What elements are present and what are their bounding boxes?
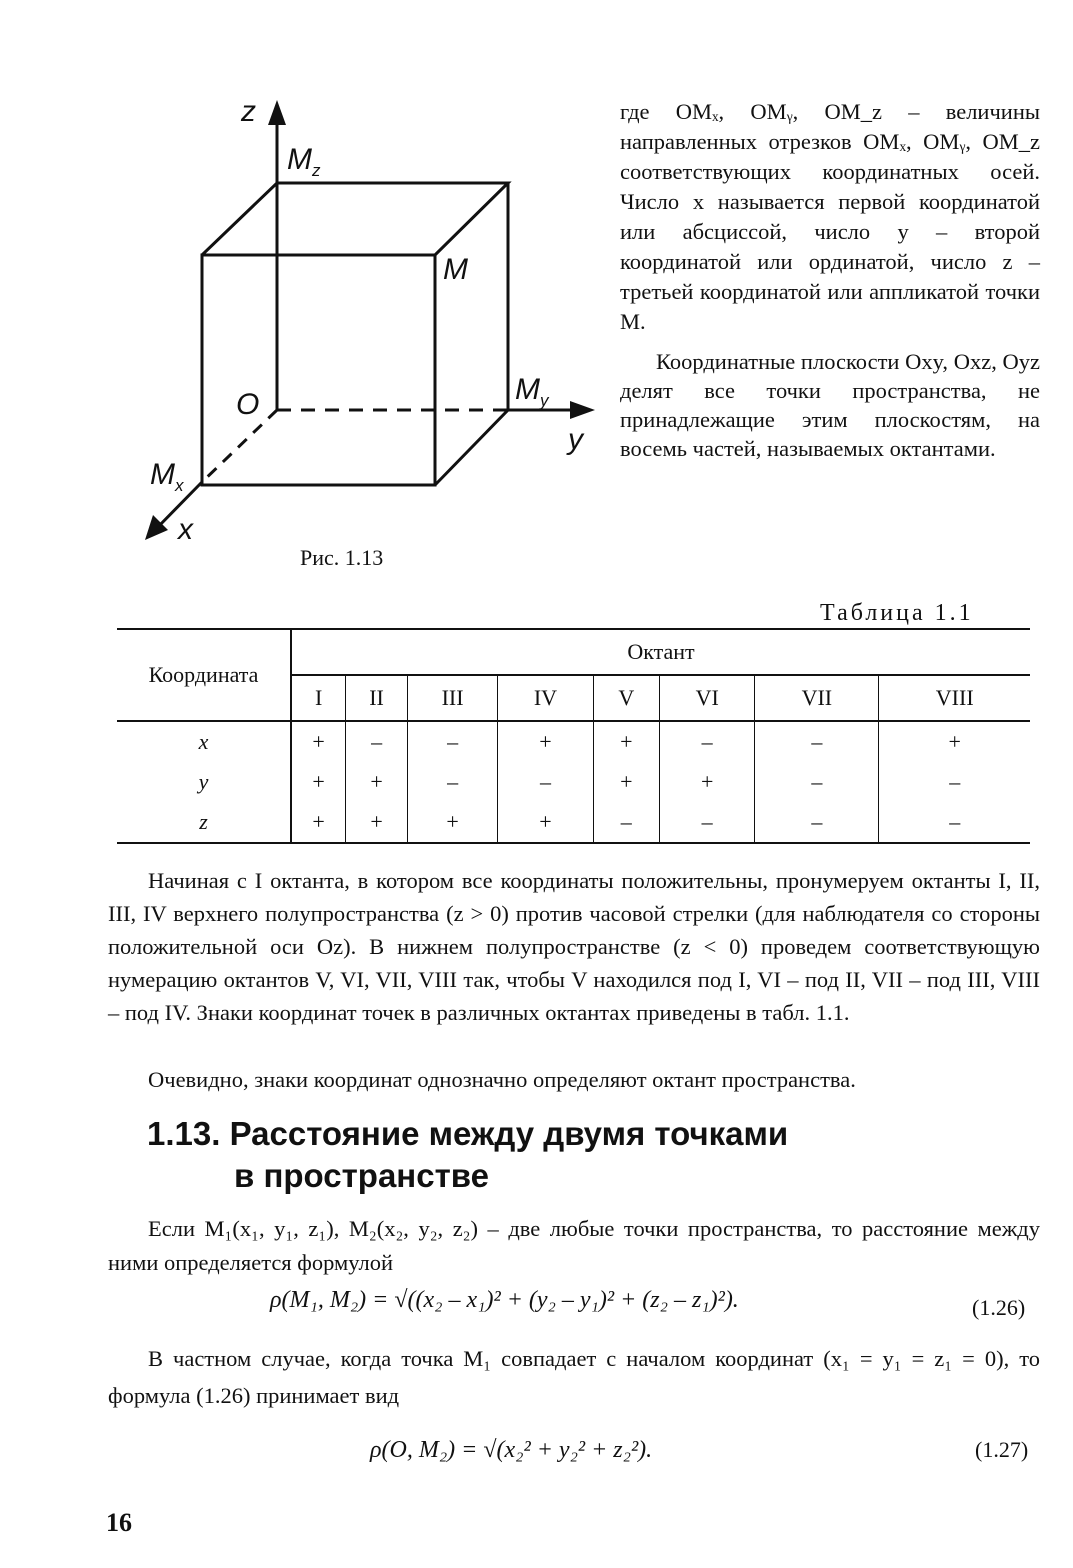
octant-header: III — [407, 675, 497, 721]
sign-cell: – — [498, 762, 593, 802]
m-point-label: M — [443, 253, 468, 286]
octant-sign-table — [117, 628, 1030, 844]
y-arrow-icon — [570, 401, 595, 419]
paragraph-special-case — [108, 1340, 1040, 1414]
sign-cell: – — [407, 762, 497, 802]
sign-cell: – — [660, 802, 755, 843]
sign-cell: + — [291, 721, 346, 762]
mx-label: $M_x$ — [150, 458, 184, 495]
sign-cell: – — [755, 721, 879, 762]
figure-1-13 — [140, 95, 610, 585]
cube-diagram — [140, 95, 610, 545]
octant-header: II — [346, 675, 408, 721]
octant-header: VI — [660, 675, 755, 721]
cube-right-face — [435, 183, 508, 485]
z-arrow-icon — [268, 100, 286, 125]
sign-cell: + — [346, 802, 408, 843]
sign-cell: + — [498, 721, 593, 762]
sign-cell: – — [755, 762, 879, 802]
formula-number-1-26: (1.26) — [972, 1295, 1026, 1320]
sign-cell: + — [291, 762, 346, 802]
mz-label: $M_z$ — [287, 143, 321, 180]
paragraph-distance-intro — [108, 1212, 1040, 1280]
origin-label: O — [236, 388, 260, 421]
paragraph-text: В частном случае, когда точка M₁ совпадает с началом координат (x₁ = y₁ = z₁ = 0), то формула (1.26) принимает вид — [108, 1346, 1040, 1408]
sign-cell: + — [346, 762, 408, 802]
z-axis-label: z — [241, 95, 256, 128]
octant-header: VII — [755, 675, 879, 721]
sign-cell: + — [291, 802, 346, 843]
sign-cell: – — [593, 802, 659, 843]
header-octant: Октант — [627, 639, 695, 664]
formula-1-26: ρ(M₁, M₂) = √((x₂ – x₁)² + (y₂ – y₁)² + (z₂ – z₁)²). — [270, 1287, 739, 1313]
row-variable: y — [117, 762, 291, 802]
sign-cell: – — [660, 721, 755, 762]
octant-header: I — [291, 675, 346, 721]
sign-cell: + — [879, 721, 1030, 762]
side-text — [620, 97, 1040, 463]
sign-cell: + — [407, 802, 497, 843]
cube-front-face — [202, 255, 435, 485]
row-variable: z — [117, 802, 291, 843]
sign-cell: + — [593, 762, 659, 802]
formula-number-1-27: (1.27) — [975, 1437, 1029, 1462]
side-paragraph-1: где OMₓ, OMᵧ, OM_z – величины направленных отрезков OMₓ, OMᵧ, OM_z соответствующих координатных осей. Число x называется первой координатой или абсциссой, число y – второй координатой или ординатой, число z – третьей координатой или аппликатой точки M. — [620, 99, 1040, 334]
paragraph-text: Начиная с I октанта, в котором все координаты положительны, пронумеруем октанты I, II, III, IV верхнего полупространства (z > 0) против часовой стрелки (для наблюдателя со стороны положительной оси Oz). В нижнем полупространстве (z < 0) проведем соответствующую нумерацию октантов V, VI, VII, VIII так, чтобы V находился под I, VI – под II, VII – под III, VIII – под IV. Знаки координат точек в различных октантах приведены в табл. 1.1. — [108, 868, 1040, 1025]
table-caption: Таблица 1.1 — [820, 600, 974, 626]
header-coordinate: Координата — [117, 629, 291, 721]
row-variable: x — [117, 721, 291, 762]
y-axis-label: y — [568, 423, 583, 456]
paragraph-text: Если M₁(x₁, y₁, z₁), M₂(x₂, y₂, z₂) – две любые точки пространства, то расстояние между ними определяется формулой — [108, 1216, 1040, 1275]
paragraph-octant-numbering — [108, 864, 1040, 1029]
paragraph-signs — [108, 1063, 1040, 1096]
x-axis-label: x — [178, 513, 193, 546]
sign-cell: + — [498, 802, 593, 843]
octant-header: VIII — [879, 675, 1030, 721]
sign-cell: – — [407, 721, 497, 762]
heading-line-1: 1.13. Расстояние между двумя точками — [147, 1115, 789, 1152]
formula-1-27: ρ(O, M₂) = √(x₂² + y₂² + z₂²). — [370, 1437, 653, 1463]
cube-top-face — [202, 183, 508, 255]
table-row — [117, 802, 1030, 843]
table-row — [117, 721, 1030, 762]
side-paragraph-2: Координатные плоскости Oxy, Oxz, Oyz делят все точки пространства, не принадлежащие этим плоскостям, на восемь частей, называемых октантами. — [620, 349, 1040, 461]
table-row — [117, 762, 1030, 802]
sign-cell: – — [755, 802, 879, 843]
sign-cell: + — [660, 762, 755, 802]
page-number: 16 — [106, 1508, 132, 1537]
my-label: $M_y$ — [515, 373, 549, 410]
octant-header: IV — [498, 675, 593, 721]
sign-cell: – — [879, 762, 1030, 802]
section-heading — [147, 1113, 788, 1197]
heading-line-2: в пространстве — [234, 1157, 489, 1194]
sign-cell: – — [346, 721, 408, 762]
paragraph-text: Очевидно, знаки координат однозначно определяют октант пространства. — [148, 1067, 856, 1092]
octant-header: V — [593, 675, 659, 721]
figure-caption: Рис. 1.13 — [300, 545, 384, 570]
sign-cell: + — [593, 721, 659, 762]
sign-cell: – — [879, 802, 1030, 843]
